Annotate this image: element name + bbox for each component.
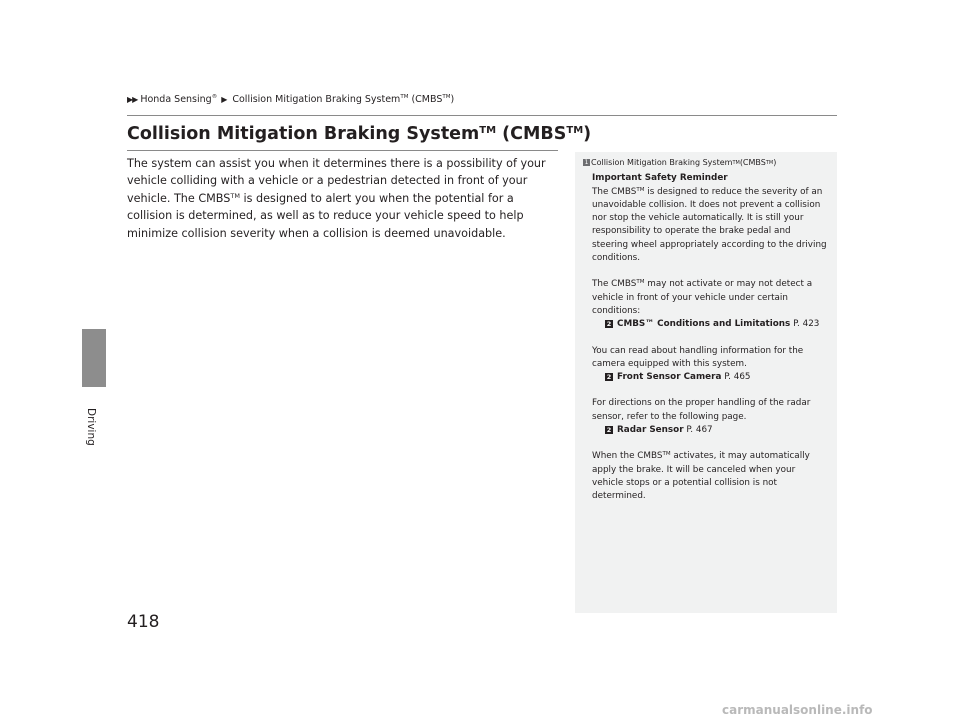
note-number-icon: 1 (584, 159, 589, 167)
sidebar-header: 1 Collision Mitigation Braking System TM (CMBS TM ) (584, 158, 777, 167)
breadcrumb-item-honda-sensing[interactable]: Honda Sensing® (140, 93, 218, 105)
watermark-text: carmanualsonline.info (722, 703, 873, 717)
sidebar-paragraph: The CMBS™ is designed to reduce the severity of an unavoidable collision. It does not prevent a collision nor stop the vehicle automatically. It is still your responsibility to operate the brake pedal and steering wheel appropriately according to the driving conditions. (592, 186, 827, 264)
sidebar-paragraph: For directions on the proper handling of the radar sensor, refer to the following page. (592, 398, 811, 422)
section-tab-label: Driving (85, 408, 97, 446)
breadcrumb-arrow-icon: ▶▶ (127, 95, 138, 104)
breadcrumb-separator-icon: ▶ (221, 95, 228, 104)
header-divider (127, 115, 837, 116)
reference-link-radar-sensor[interactable]: 2 Radar Sensor P. 467 (606, 425, 713, 436)
sidebar-paragraph: When the CMBS™ activates, it may automatically apply the brake. It will be canceled when your vehicle stops or a potential collision is not determined. (592, 451, 810, 502)
reference-arrow-icon: 2 (606, 320, 612, 329)
sidebar-paragraph: You can read about handling information for the camera equipped with this system. (592, 345, 804, 369)
sidebar-note-box (575, 152, 837, 613)
breadcrumb (127, 94, 456, 105)
reference-arrow-icon: 2 (606, 426, 612, 435)
reference-arrow-icon: 2 (606, 373, 612, 382)
title-underline (127, 150, 558, 151)
section-tab-marker (82, 329, 106, 387)
page-number: 418 (127, 612, 160, 632)
reference-link-cmbs-conditions[interactable]: 2 CMBS™ Conditions and Limitations P. 423 (606, 319, 820, 330)
sidebar-paragraph: The CMBS™ may not activate or may not detect a vehicle in front of your vehicle under certain conditions: (592, 279, 813, 316)
safety-reminder-title: Important Safety Reminder (592, 173, 728, 184)
breadcrumb-item-cmbs[interactable]: Collision Mitigation Braking System™ (CMBS™) (232, 93, 455, 105)
body-paragraph: The system can assist you when it determines there is a possibility of your vehicle colliding with a vehicle or a pedestrian detected in front of your vehicle. The CMBS™ is designed to alert you when the potential for a collision is determined, as well as to reduce your vehicle speed to help minimize collision severity when a collision is deemed unavoidable. (127, 157, 546, 240)
page-title: Collision Mitigation Braking System™ (CMBS™) (127, 124, 592, 144)
reference-link-front-sensor-camera[interactable]: 2 Front Sensor Camera P. 465 (606, 372, 751, 383)
